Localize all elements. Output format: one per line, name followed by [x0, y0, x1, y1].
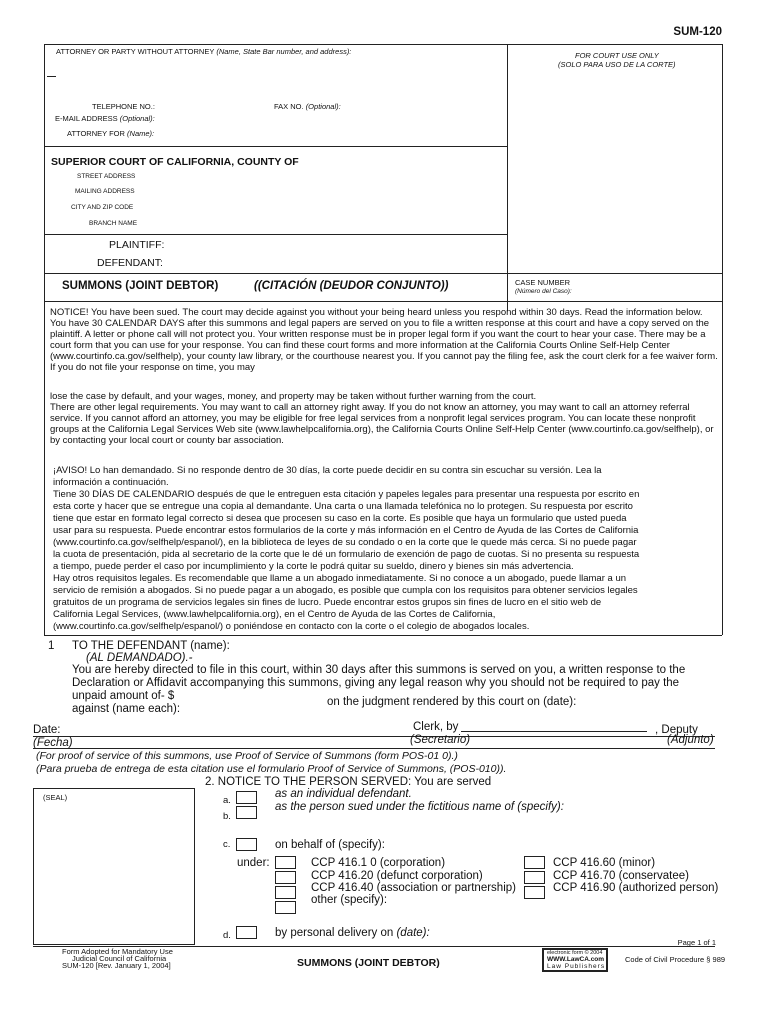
notice-en-paragraph-2: lose the case by default, and your wages, money, and property may be taken without further warning from the court. There are other legal requirements. You may want to call an attorney right away. If you do not know an attorney, you may want to call an attorney referral service. If you cannot afford an attorney, you may be eligible for free legal services from a nonprofit legal services program. You can locate these nonprofit groups at the California Legal Services Web site (www.lawhelpcalifornia.org), the California Courts Online Self-Help Center (www.courtinfo.ca.gov/selfhelp), or by contacting your local court or county bar association. — [50, 391, 714, 446]
option-d-label: d. — [223, 930, 231, 941]
proof-es: (Para prueba de entrega de esta citation use el formulario Proof of Service of Summons, (POS-010)). — [36, 763, 507, 775]
court-block-rule — [44, 146, 508, 147]
attorney-for-label: ATTORNEY FOR (Name): — [67, 129, 155, 138]
notice-es-line: ¡AVISO! Lo han demandado. Si no responde dentro de 30 días, la corte puede decidir en su contra sin escuchar su versión. Lea la — [53, 465, 602, 476]
notice-served-heading: 2. NOTICE TO THE PERSON SERVED: You are served — [205, 776, 492, 788]
notice-es — [53, 465, 721, 633]
defendant-label: DEFENDANT: — [97, 257, 163, 269]
proof-top-rule — [33, 748, 715, 749]
ccp-416-70-checkbox[interactable] — [524, 871, 545, 884]
court-use-es: (SOLO PARA USO DE LA CORTE) — [558, 60, 676, 69]
under-label: under: — [237, 857, 270, 869]
attorney-label: ATTORNEY OR PARTY WITHOUT ATTORNEY (Name, State Bar number, and address): — [56, 47, 352, 56]
mailing-address-label: MAILING ADDRESS — [75, 188, 135, 195]
street-address-label: STREET ADDRESS — [77, 173, 136, 180]
form-adopted-line-1: Form Adopted for Mandatory Use — [62, 947, 173, 956]
summons-title-es: ((CITACIÓN (DEUDOR CONJUNTO)) — [254, 280, 449, 292]
date-label: Date: — [33, 724, 61, 736]
ccp-416-20-label: CCP 416.20 (defunct corporation) — [311, 870, 483, 882]
adjunto-label: (Adjunto) — [667, 734, 714, 746]
form-left-border — [44, 44, 45, 635]
judgment-date-label: on the judgment rendered by this court on (date): — [327, 696, 577, 708]
page-number: Page 1 of 1 — [677, 938, 716, 947]
stamp-line-3: Law Publishers — [547, 963, 606, 970]
ccp-other-label: other (specify): — [311, 894, 388, 906]
proof-en: (For proof of service of this summons, use Proof of Service of Summons (form POS-01 0).) — [36, 750, 458, 762]
ccp-416-70-label: CCP 416.70 (conservatee) — [553, 870, 689, 882]
ccp-416-40-checkbox[interactable] — [275, 886, 296, 899]
case-number-label: CASE NUMBER — [515, 278, 571, 287]
title-top-rule — [44, 273, 722, 274]
stamp-line-1: electronic form © 2004 — [547, 950, 603, 956]
code-reference: Code of Civil Procedure § 989 — [625, 955, 726, 964]
branch-name-label: BRANCH NAME — [89, 220, 138, 227]
form-id: SUM-120 — [673, 26, 722, 38]
notice-es-line: (www.courtinfo.ca.gov/selfhelp/espanol/), en la biblioteca de leyes de su condado o en la corte que le quede más cerca. Si no puede pagar — [53, 537, 637, 548]
deputy-label: , Deputy — [655, 724, 698, 736]
clerk-signature-line[interactable] — [461, 731, 647, 732]
form-adopted — [62, 948, 173, 969]
ccp-416-10-checkbox[interactable] — [275, 856, 296, 869]
option-c-label: c. — [223, 839, 231, 850]
telephone-label: TELEPHONE NO.: — [92, 102, 155, 111]
secretario-label: (Secretario) — [410, 734, 471, 746]
summons-title-en: SUMMONS (JOINT DEBTOR) — [62, 280, 219, 292]
option-c-text: on behalf of (specify): — [275, 839, 385, 851]
plaintiff-label: PLAINTIFF: — [109, 239, 165, 251]
clerk-label: Clerk, by — [413, 721, 459, 733]
ccp-other-checkbox[interactable] — [275, 901, 296, 914]
option-a-text: as an individual defendant. — [275, 788, 412, 800]
ccp-416-40-label: CCP 416.40 (association or partnership) — [311, 882, 516, 894]
notice-es-line: (www.courtinfo.ca.gov/selfhelp/espanol/) o poniéndose en contacto con la corte o el colegio de abogados locales. — [53, 621, 530, 632]
form-right-border — [722, 44, 723, 635]
notice-es-line: esta corte y hacer que se entregue una copia al demandante. Una carta o una llamada telefónica no lo protegen. Su respuesta por escrito — [53, 501, 633, 512]
ccp-416-20-checkbox[interactable] — [275, 871, 296, 884]
unpaid-amount-label: unpaid amount of- $ — [72, 690, 175, 702]
notice-bottom-rule — [44, 635, 722, 636]
al-demandado-label: (AL DEMANDADO).- — [86, 652, 193, 664]
option-c-checkbox[interactable] — [236, 838, 257, 851]
ccp-416-90-checkbox[interactable] — [524, 886, 545, 899]
city-zip-label: CITY AND ZIP CODE — [71, 204, 134, 211]
court-use-divider — [507, 44, 508, 311]
notice-es-line: la cuota de presentación, pida al secretario de la corte que le dé un formulario de exención de pago de cuotas. Si no presenta su respuesta — [53, 549, 640, 560]
against-label: against (name each): — [72, 703, 181, 715]
notice-es-line: Hay otros requisitos legales. Es recomendable que llame a un abogado inmediatamente. Si no conoce a un abogado, puede llamar a un — [53, 573, 627, 584]
notice-es-line: usar para su respuesta. Puede encontrar estos formularios de la corte y más información en el Centro de Ayuda de las Cortes de California — [53, 525, 639, 536]
notice-es-line: información a continuación. — [53, 477, 169, 488]
notice-es-line: tiene que estar en formato legal correcto si desea que procesen su caso en la corte. Es posible que haya un formulario que usted pueda — [53, 513, 627, 524]
ccp-416-60-checkbox[interactable] — [524, 856, 545, 869]
notice-es-line: Tiene 30 DÍAS DE CALENDARIO después de que le entreguen esta citación y papeles legales para presentar una respuesta por escrito en — [53, 489, 640, 500]
court-use-en: FOR COURT USE ONLY — [575, 51, 659, 60]
case-number-label-es: (Número del Caso): — [515, 288, 572, 295]
option-a-label: a. — [223, 795, 231, 806]
footer-title: SUMMONS (JOINT DEBTOR) — [297, 957, 440, 969]
form-adopted-line-2: Judicial Council of California — [72, 954, 167, 963]
notice-en-paragraph-1: NOTICE! You have been sued. The court may decide against you without your being heard unless you respond within 30 days. Read the information below. You have 30 CALENDAR DAYS after this summons and legal papers are served on you to file a written response at this court and have a copy served on the plaintiff. A letter or phone call will not protect you. Your written response must be in proper legal form if you want the court to hear your case. There may be a court form that you can use for your response. You can find these court forms and more information at the California Courts Online Self-Help Center (www.courtinfo.ca.gov/selfhelp), your county law library, or the courthouse nearest you. If you cannot pay the filing fee, ask the court clerk for a fee waiver form. If you do not file your response on time, you may — [50, 307, 718, 373]
court-title: SUPERIOR COURT OF CALIFORNIA, COUNTY OF — [51, 156, 299, 168]
notice-es-line: servicio de remisión a abogados. Si no puede pagar a un abogado, es posible que cumpla con los requisitos para obtener servicios legales — [53, 585, 638, 596]
fecha-label: (Fecha) — [33, 737, 73, 749]
notice-es-line: California Legal Services, (www.lawhelpcalifornia.org), en el Centro de Ayuda de las Cortes de California, — [53, 609, 496, 620]
parties-rule — [44, 234, 508, 235]
ccp-416-90-label: CCP 416.90 (authorized person) — [553, 882, 719, 894]
email-label: E-MAIL ADDRESS (Optional): — [55, 114, 155, 123]
fax-label: FAX NO. (Optional): — [274, 102, 341, 111]
to-defendant-label: TO THE DEFENDANT (name): — [72, 640, 230, 652]
section1-number: 1 — [48, 640, 55, 652]
notice-es-line: gratuitos de un programa de servicios legales sin fines de lucro. Puede encontrar estos grupos sin fines de lucro en el sitio web de — [53, 597, 602, 608]
option-d-text: by personal delivery on (date): — [275, 927, 430, 939]
option-b-label: b. — [223, 811, 231, 822]
option-d-checkbox[interactable] — [236, 926, 257, 939]
publisher-stamp — [542, 948, 608, 972]
seal-box — [33, 788, 195, 945]
header-top-rule — [44, 44, 722, 45]
ccp-416-60-label: CCP 416.60 (minor) — [553, 857, 656, 869]
option-b-checkbox[interactable] — [236, 806, 257, 819]
signature-rule — [33, 736, 715, 737]
directive-line-2: Declaration or Affidavit accompanying this summons, giving any legal reason why you should not be required to pay the — [72, 677, 680, 689]
directive-line-1: You are hereby directed to file in this court, within 30 days after this summons is served on you, a written response to the — [72, 664, 686, 676]
form-adopted-line-3: SUM-120 [Rev. January 1, 2004] — [62, 961, 171, 970]
option-b-text: as the person sued under the fictitious name of (specify): — [275, 801, 564, 813]
title-bottom-rule — [44, 301, 722, 302]
notice-es-line: a tiempo, puede perder el caso por incumplimiento y la corte le podrá quitar su sueldo, dinero y bienes sin más advertencia. — [53, 561, 574, 572]
stamp-line-2: WWW.LawCA.com — [547, 956, 605, 963]
seal-label: (SEAL) — [43, 793, 68, 802]
attorney-field-mark[interactable] — [47, 76, 56, 77]
ccp-416-10-label: CCP 416.1 0 (corporation) — [311, 857, 446, 869]
option-a-checkbox[interactable] — [236, 791, 257, 804]
